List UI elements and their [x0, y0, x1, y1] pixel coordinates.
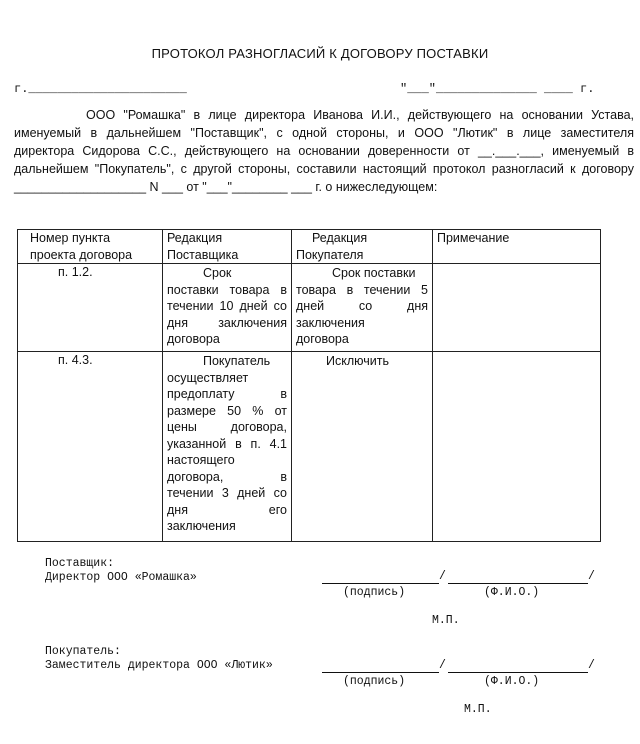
city-field: [14, 82, 187, 96]
disagreement-table: [17, 229, 601, 542]
date-field: "___"______________ ____ г.: [400, 82, 595, 96]
buyer-position: Заместитель директора ООО «Лютик»: [45, 659, 273, 672]
supplier-sign-caption: (подпись): [343, 586, 406, 599]
supplier-slash-end: /: [588, 570, 595, 583]
intro-paragraph: [14, 106, 634, 196]
note-cell: [433, 264, 601, 352]
buyer-version-cell: Срок поставки товара в течении 5 дней со дня заключения договора: [292, 264, 433, 352]
header-supplier-version: Редакция Поставщика: [163, 230, 292, 264]
city-prefix: г.: [14, 82, 29, 96]
clause-cell: п. 4.3.: [18, 352, 163, 542]
supplier-version-cell: Покупатель осуществляет предоплату в размере 50 % от цены договора, указанной в п. 4.1 настоящего договора, в течении 3 дней со дня его заключения: [163, 352, 292, 542]
buyer-slash: /: [439, 659, 446, 672]
note-cell: [433, 352, 601, 542]
supplier-label: Поставщик:: [45, 557, 115, 570]
buyer-name-caption: (Ф.И.О.): [484, 675, 540, 688]
supplier-name-caption: (Ф.И.О.): [484, 586, 540, 599]
header-clause-number: Номер пункта проекта договора: [18, 230, 163, 264]
buyer-name-line: [448, 672, 588, 673]
supplier-signature-line: [322, 583, 439, 584]
intro-line: ООО "Ромашка" в лице директора Иванова И.И., действующего на основании Устава,: [86, 108, 634, 122]
city-blank: ______________________: [28, 82, 187, 96]
document-title: ПРОТОКОЛ РАЗНОГЛАСИЙ К ДОГОВОРУ ПОСТАВКИ: [151, 46, 489, 61]
buyer-label: Покупатель:: [45, 645, 121, 658]
intro-line: дальнейшем "Покупатель", с другой стороны, составили настоящий протокол разногласий к договору: [14, 162, 634, 176]
buyer-slash-end: /: [588, 659, 595, 672]
supplier-version-cell: Срок поставки товара в течении 10 дней со дня заключения договора: [163, 264, 292, 352]
header-buyer-version: Редакция Покупателя: [292, 230, 433, 264]
intro-line: именуемый в дальнейшем "Поставщик", с одной стороны, и ООО "Лютик" в лице заместителя: [14, 126, 634, 140]
supplier-position: Директор ООО «Ромашка»: [45, 571, 197, 584]
buyer-sign-caption: (подпись): [343, 675, 406, 688]
buyer-version-cell: Исключить: [292, 352, 433, 542]
intro-line: ___________________ N ___ от "___"________ ___ г. о нижеследующем:: [14, 180, 438, 194]
intro-line: директора Сидорова С.С., действующего на основании доверенности от __.___.___, именуемый в: [14, 144, 634, 158]
table-row: [18, 352, 601, 542]
supplier-name-line: [448, 583, 588, 584]
supplier-stamp-place: М.П.: [432, 614, 460, 627]
buyer-stamp-place: М.П.: [464, 703, 492, 716]
buyer-signature-line: [322, 672, 439, 673]
supplier-slash: /: [439, 570, 446, 583]
table-header-row: [18, 230, 601, 264]
header-note: Примечание: [433, 230, 601, 264]
table-row: [18, 264, 601, 352]
clause-cell: п. 1.2.: [18, 264, 163, 352]
